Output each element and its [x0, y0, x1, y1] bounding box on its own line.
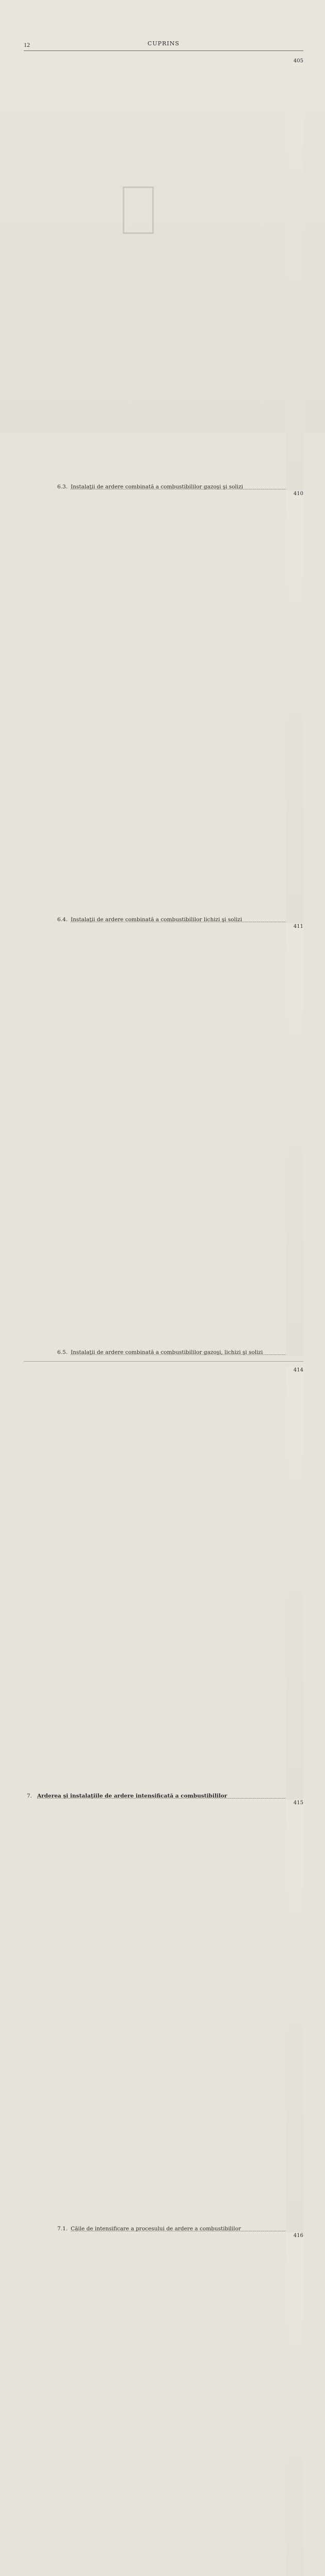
toc-entry-page: 414 — [286, 1367, 303, 1800]
toc-entry-title — [71, 917, 286, 923]
toc-entry-page: 405 — [286, 58, 303, 490]
toc-entry — [24, 1800, 303, 2232]
running-title: CUPRINS — [148, 40, 180, 47]
toc-entry-page: 416 — [286, 2232, 303, 2576]
toc-entry-title-text: Instalaţii de ardere combinată a combustibililor lichizi şi solizi — [71, 917, 242, 923]
toc-entry — [24, 58, 303, 490]
toc-entry-number: 6.5. — [57, 1349, 68, 1355]
page-number: 12 — [24, 41, 30, 48]
toc-entry-title-text: Arderea şi instalaţiile de ardere intensificată a combustibililor — [37, 1793, 228, 1799]
toc-entry-number: 6.3. — [57, 484, 68, 490]
toc-entry-title — [71, 1349, 286, 1356]
toc-entry-page: 411 — [286, 923, 303, 1356]
toc-entry-number: 7.1. — [57, 2226, 68, 2232]
toc-entry — [24, 2232, 303, 2576]
toc-entry-number: 6.4. — [57, 917, 68, 923]
toc-entry-title — [71, 2226, 286, 2232]
toc-entry-page: 410 — [286, 490, 303, 923]
toc-entry-title-text: Instalaţii de ardere combinată a combustibililor gazoşi şi solizi — [71, 484, 243, 490]
chapter-separator — [24, 1361, 303, 1362]
page-header — [24, 39, 303, 51]
toc-entry-page: 415 — [286, 1800, 303, 2232]
toc-entry — [24, 923, 303, 1356]
table-of-contents — [24, 58, 303, 2576]
toc-entry-number: 7. — [27, 1793, 32, 1799]
toc-entry — [24, 1367, 303, 1800]
toc-entry-title — [37, 1793, 286, 1800]
toc-entry-title — [71, 484, 286, 490]
toc-entry-title-text: Căile de intensificare a procesului de ardere a combustibililor — [71, 2226, 241, 2232]
watermark-logo — [123, 187, 154, 234]
toc-entry — [24, 490, 303, 923]
toc-entry-title-text: Instalaţii de ardere combinată a combustibililor gazoşi, lichizi şi solizi — [71, 1349, 263, 1355]
